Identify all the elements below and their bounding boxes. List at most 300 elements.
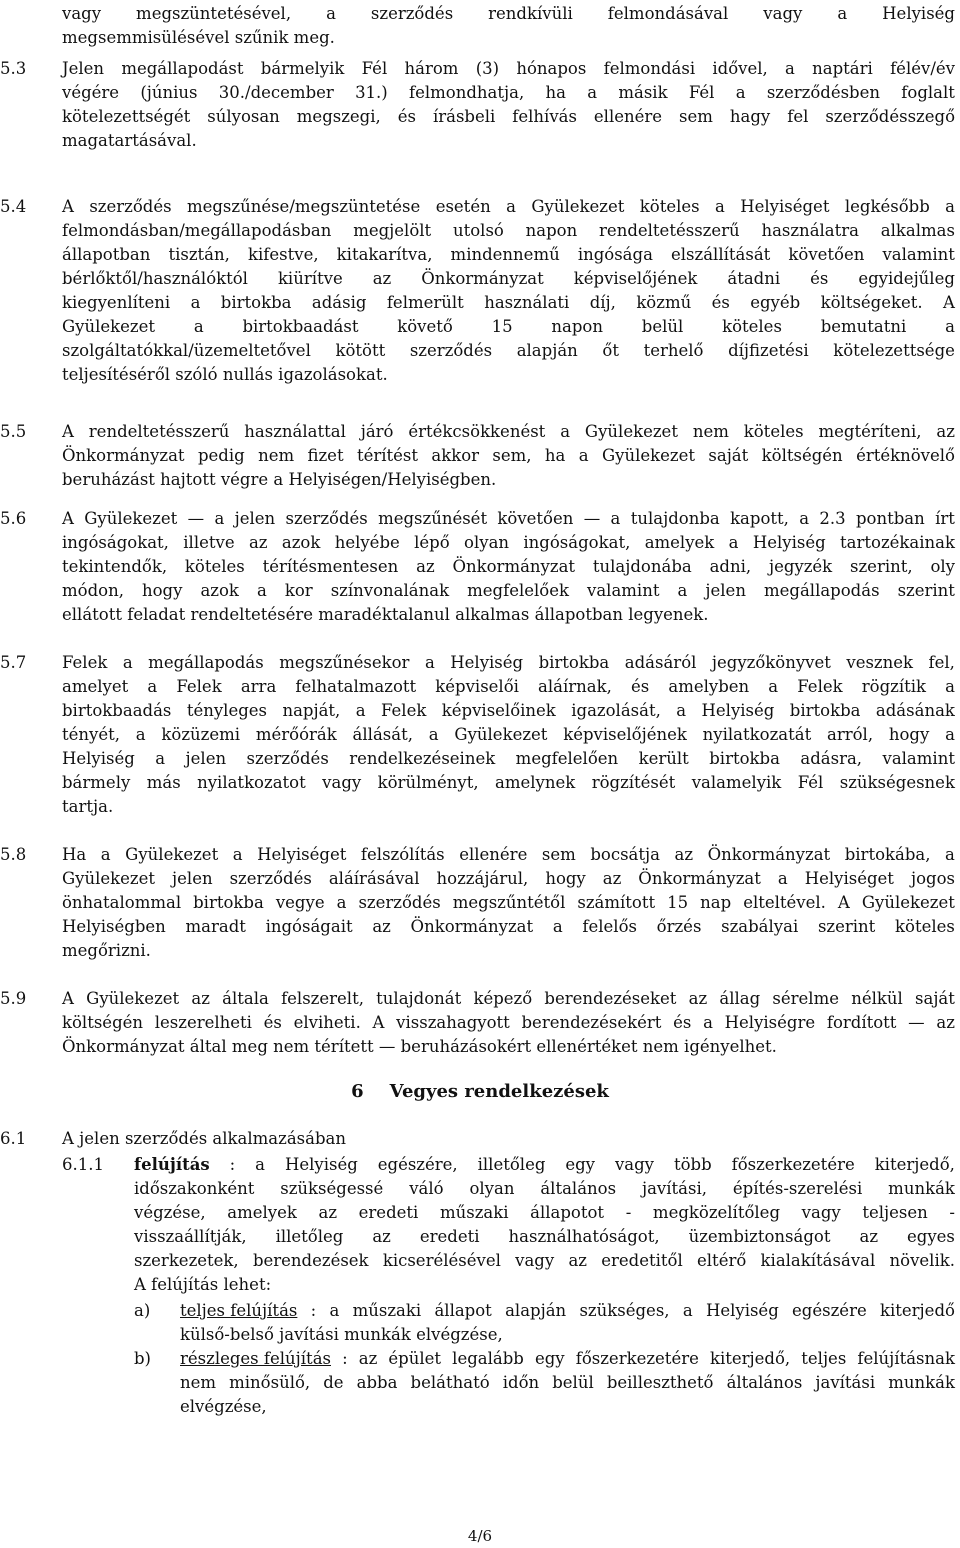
word: Önkormányzat bbox=[62, 446, 185, 465]
word: munkák bbox=[888, 1179, 955, 1198]
word: egyidejűleg bbox=[858, 269, 955, 288]
paragraph-line bbox=[62, 843, 955, 867]
word: sem, bbox=[492, 446, 532, 465]
word: adásáról bbox=[624, 653, 697, 672]
word: vesznek bbox=[846, 653, 914, 672]
word: a bbox=[214, 509, 225, 528]
word: tényét, bbox=[62, 725, 120, 744]
word: az bbox=[372, 917, 391, 936]
word: műszaki bbox=[352, 1301, 422, 1320]
word: az bbox=[318, 1203, 338, 1222]
word: a bbox=[552, 917, 563, 936]
word: díj, bbox=[589, 293, 616, 312]
word: a bbox=[837, 4, 848, 23]
word: köteles bbox=[743, 422, 804, 441]
word: maradt bbox=[185, 917, 246, 936]
word: tisztán, bbox=[168, 245, 230, 264]
word: Gyülekezet bbox=[531, 197, 625, 216]
paragraph-line bbox=[62, 105, 955, 129]
word: használati bbox=[484, 293, 570, 312]
word: kifestve, bbox=[248, 245, 319, 264]
word: Jelen bbox=[62, 59, 105, 78]
word: a bbox=[785, 59, 795, 78]
word: egy bbox=[565, 1155, 595, 1174]
word: a bbox=[256, 581, 267, 600]
word: valamelyik bbox=[691, 773, 782, 792]
word: írt bbox=[935, 509, 955, 528]
word: Helyiséget bbox=[804, 869, 894, 888]
word: rendkívüli bbox=[488, 4, 573, 23]
word: nélkül bbox=[851, 989, 903, 1008]
word: őrzés bbox=[656, 917, 702, 936]
word: kialakításával bbox=[760, 1251, 876, 1270]
heading-number: 6 bbox=[351, 1081, 364, 1102]
word: javítási bbox=[815, 1373, 876, 1392]
word: beilleszthető bbox=[606, 1373, 714, 1392]
word: használatra bbox=[761, 221, 859, 240]
word: vegye bbox=[275, 893, 325, 912]
paragraph-line bbox=[134, 1249, 955, 1273]
word: szerződés bbox=[358, 893, 441, 912]
word: pontban bbox=[855, 509, 925, 528]
word: szükséges, bbox=[579, 1301, 670, 1320]
word: nap bbox=[700, 893, 732, 912]
word: naptári bbox=[812, 59, 873, 78]
word: vagy bbox=[614, 1155, 654, 1174]
word: a bbox=[428, 725, 439, 744]
word: terhelő bbox=[643, 341, 704, 360]
word: oly bbox=[930, 557, 955, 576]
word: az bbox=[191, 989, 210, 1008]
word: váló bbox=[409, 1179, 444, 1198]
word: szerint bbox=[897, 581, 955, 600]
paragraph-line bbox=[62, 219, 955, 243]
word: mérőórák bbox=[255, 725, 337, 744]
word: ha bbox=[544, 446, 566, 465]
word: végére bbox=[62, 83, 120, 102]
word: felhívás bbox=[512, 107, 577, 126]
word: állapot bbox=[434, 1301, 492, 1320]
word: adni, bbox=[709, 557, 752, 576]
word: időszakonként bbox=[134, 1179, 255, 1198]
word: 15 bbox=[491, 317, 513, 336]
word: közüzemi bbox=[161, 725, 241, 744]
word: belül bbox=[552, 1373, 594, 1392]
word: őt bbox=[602, 341, 619, 360]
word: megfelelően bbox=[515, 749, 619, 768]
word: a bbox=[329, 1301, 340, 1320]
word: napon bbox=[525, 221, 578, 240]
word: Gyülekezet bbox=[861, 893, 955, 912]
word: megközelítőleg bbox=[652, 1203, 781, 1222]
word: nem bbox=[258, 446, 295, 465]
word: Helyiség bbox=[62, 749, 135, 768]
word: felmerült bbox=[386, 293, 464, 312]
paragraph-line bbox=[134, 1201, 955, 1225]
word: a bbox=[155, 749, 166, 768]
paragraph-line: ellátott feladat rendeltetésére maradéktalanul alkalmas állapotban legyenek. bbox=[62, 605, 709, 624]
word: a bbox=[682, 1301, 693, 1320]
word: kiterjedő, bbox=[874, 1155, 955, 1174]
word: módon, bbox=[62, 581, 124, 600]
word: fordított bbox=[826, 1013, 897, 1032]
word: napon bbox=[551, 317, 603, 336]
word: illetőleg bbox=[275, 1227, 344, 1246]
word: ingóságokat, bbox=[62, 533, 169, 552]
word: - bbox=[625, 1203, 632, 1222]
word: kitakarítva, bbox=[336, 245, 433, 264]
word: szerkezetek, bbox=[134, 1251, 239, 1270]
word: tényleges bbox=[186, 701, 268, 720]
paragraph-line bbox=[62, 444, 955, 468]
word: tartozékainak bbox=[840, 533, 955, 552]
word: Helyiséget bbox=[740, 197, 830, 216]
word: felújításnak bbox=[857, 1349, 955, 1368]
word: foglalt bbox=[901, 83, 955, 102]
word: pedig bbox=[197, 446, 245, 465]
paragraph-line bbox=[62, 699, 955, 723]
word: aláírnak, bbox=[538, 677, 612, 696]
word: : bbox=[310, 1301, 317, 1320]
word: a bbox=[232, 845, 243, 864]
word: felmondásban/megállapodásban bbox=[62, 221, 332, 240]
word: amelyet bbox=[62, 677, 129, 696]
word: kiterjedő, bbox=[709, 1349, 791, 1368]
section-number: 5.6 bbox=[0, 509, 27, 528]
word: 30./december bbox=[218, 83, 334, 102]
word: sérelme bbox=[772, 989, 839, 1008]
paragraph-line bbox=[62, 2, 955, 26]
word: jelen bbox=[705, 581, 746, 600]
word: amelyek bbox=[644, 533, 715, 552]
paragraph-line bbox=[62, 555, 955, 579]
word: 15 bbox=[667, 893, 689, 912]
section-number: 5.9 bbox=[0, 989, 27, 1008]
word: a bbox=[122, 653, 133, 672]
word: szerint, bbox=[850, 557, 913, 576]
word: a bbox=[945, 317, 955, 336]
word: eredeti bbox=[358, 1203, 419, 1222]
word: köteles bbox=[895, 917, 955, 936]
paragraph-line bbox=[62, 57, 955, 81]
word: fizet bbox=[307, 446, 344, 465]
paragraph-line bbox=[62, 267, 955, 291]
word: sem bbox=[541, 845, 576, 864]
word: felmondásával bbox=[607, 4, 729, 23]
word: kapott, bbox=[730, 509, 789, 528]
word: egészére, bbox=[377, 1155, 458, 1174]
word: átadni bbox=[727, 269, 781, 288]
word: bocsátja bbox=[590, 845, 660, 864]
word: nem bbox=[692, 422, 729, 441]
word: állag bbox=[719, 989, 761, 1008]
word: hogy bbox=[545, 869, 586, 888]
word: szolgáltatókkal/üzemeltetővel bbox=[62, 341, 311, 360]
word: szerződésben bbox=[766, 83, 881, 102]
word: Önkormányzat bbox=[452, 557, 576, 576]
paragraph-line bbox=[62, 1011, 955, 1035]
word: jelen bbox=[172, 869, 213, 888]
word: képviselőjének bbox=[573, 269, 698, 288]
word: díjfizetési bbox=[728, 341, 809, 360]
word: értéknövelő bbox=[856, 446, 955, 465]
word: Helyiség bbox=[701, 701, 775, 720]
word: vagy bbox=[763, 4, 803, 23]
word: a bbox=[768, 677, 779, 696]
word: a bbox=[676, 701, 687, 720]
word: a bbox=[135, 725, 146, 744]
word: javítási, bbox=[641, 1179, 707, 1198]
word: olyan bbox=[464, 533, 510, 552]
word: az bbox=[602, 869, 622, 888]
paragraph-line bbox=[62, 195, 955, 219]
word: kiürítve bbox=[277, 269, 343, 288]
word: színvonalának bbox=[330, 581, 450, 600]
section-number: 5.3 bbox=[0, 59, 27, 78]
word: és bbox=[397, 107, 416, 126]
word: vagy bbox=[801, 1203, 841, 1222]
list-label: a) bbox=[134, 1301, 151, 1320]
word: de bbox=[323, 1373, 344, 1392]
word: követően bbox=[497, 509, 574, 528]
word: aláírásával bbox=[328, 869, 420, 888]
word: körülményt, bbox=[377, 773, 479, 792]
list-item-first-line bbox=[180, 1299, 955, 1323]
word: — bbox=[908, 1013, 925, 1032]
word: Gyülekezet bbox=[86, 989, 180, 1008]
word: Gyülekezet bbox=[84, 509, 178, 528]
word: birtokba bbox=[709, 749, 780, 768]
word: elviheti. bbox=[293, 1013, 361, 1032]
word: másik bbox=[618, 83, 668, 102]
word: a bbox=[193, 317, 204, 336]
word: az bbox=[416, 557, 435, 576]
word: megfelelőek bbox=[467, 581, 569, 600]
word: Felek bbox=[797, 677, 843, 696]
word: teljes bbox=[801, 1349, 847, 1368]
word: felhatalmazott bbox=[295, 677, 417, 696]
word: Helyiség bbox=[284, 1155, 358, 1174]
word: főszerkezetére bbox=[575, 1349, 699, 1368]
word: berendezéseket bbox=[544, 989, 677, 1008]
paragraph-line bbox=[62, 291, 955, 315]
paragraph-line: külső-belső javítási munkák elvégzése, bbox=[180, 1325, 503, 1344]
word: helyébe bbox=[334, 533, 400, 552]
word: kötelezettsége bbox=[833, 341, 955, 360]
word: tulajdonába bbox=[592, 557, 692, 576]
word: szerződés bbox=[246, 749, 329, 768]
paragraph-line bbox=[62, 579, 955, 603]
word: az bbox=[936, 1013, 955, 1032]
paragraph-line bbox=[62, 339, 955, 363]
word: felmondási bbox=[603, 59, 696, 78]
word: : bbox=[342, 1349, 348, 1368]
word: Ha bbox=[62, 845, 87, 864]
word: saját bbox=[915, 989, 955, 1008]
list-item-first-line bbox=[180, 1347, 955, 1371]
word: birtokbaadást bbox=[242, 317, 359, 336]
word: 2.3 bbox=[819, 509, 846, 528]
word: a bbox=[355, 701, 366, 720]
word: szerződés bbox=[285, 509, 368, 528]
word: valamint bbox=[587, 581, 660, 600]
word: megszüntetésével, bbox=[136, 4, 292, 23]
defined-term: felújítás bbox=[134, 1155, 210, 1174]
paragraph-line bbox=[134, 1225, 955, 1249]
word: arra bbox=[240, 677, 277, 696]
word: állását, bbox=[352, 725, 413, 744]
word: rögzítését bbox=[591, 773, 676, 792]
list-term: teljes felújítás bbox=[180, 1301, 298, 1320]
word: ingóságait bbox=[265, 917, 353, 936]
word: elszállítását bbox=[671, 245, 771, 264]
word: belül bbox=[641, 317, 684, 336]
word: időn bbox=[502, 1373, 540, 1392]
word: esetén bbox=[435, 197, 491, 216]
word: műszaki bbox=[439, 1203, 509, 1222]
word: általános bbox=[540, 1179, 617, 1198]
word: A bbox=[62, 509, 74, 528]
word: A bbox=[837, 893, 850, 912]
paragraph-line bbox=[62, 771, 955, 795]
word: azok bbox=[200, 581, 239, 600]
word: — bbox=[583, 509, 601, 528]
word: a bbox=[424, 653, 435, 672]
word: jegyzék bbox=[768, 557, 833, 576]
word: tulajdonát bbox=[376, 989, 462, 1008]
word: birtokba bbox=[538, 653, 610, 672]
word: minősülő, bbox=[229, 1373, 311, 1392]
word: 31.) bbox=[355, 83, 388, 102]
word: a bbox=[735, 83, 746, 102]
word: szerint bbox=[817, 917, 876, 936]
paragraph-line: A felújítás lehet: bbox=[134, 1275, 272, 1294]
word: (3) bbox=[475, 59, 500, 78]
word: idővel, bbox=[712, 59, 768, 78]
word: Felek bbox=[380, 701, 427, 720]
word: megszűnésekor bbox=[279, 653, 410, 672]
word: ha bbox=[545, 83, 566, 102]
word: Önkormányzat bbox=[421, 269, 544, 288]
paragraph-line bbox=[62, 723, 955, 747]
word: Önkormányzat bbox=[707, 845, 831, 864]
paragraph-line: A jelen szerződés alkalmazásában bbox=[62, 1129, 347, 1148]
word: rendeltetésszerű bbox=[599, 221, 740, 240]
word: alkalmas bbox=[880, 221, 955, 240]
word: visszahagyott bbox=[396, 1013, 510, 1032]
word: a bbox=[715, 197, 725, 216]
word: egy bbox=[534, 1349, 565, 1368]
word: : bbox=[229, 1155, 236, 1174]
word: a bbox=[945, 197, 955, 216]
word: megjelölt bbox=[353, 221, 432, 240]
word: számított bbox=[577, 893, 656, 912]
word: Gyülekezet bbox=[62, 869, 156, 888]
word: megállapodás bbox=[763, 581, 880, 600]
word: és bbox=[673, 1013, 692, 1032]
section-number: 5.8 bbox=[0, 845, 27, 864]
word: építés-szerelési bbox=[732, 1179, 863, 1198]
word: birtokba bbox=[193, 893, 264, 912]
word: a bbox=[945, 725, 955, 744]
word: Fél bbox=[688, 83, 715, 102]
word: képviselői bbox=[435, 677, 519, 696]
word: és bbox=[263, 1013, 282, 1032]
word: szerződésszegő bbox=[825, 107, 955, 126]
word: költségeket. bbox=[820, 293, 923, 312]
word: birtokába, bbox=[844, 845, 931, 864]
section-number: 5.7 bbox=[0, 653, 27, 672]
word: elteltével. bbox=[743, 893, 826, 912]
word: olyan bbox=[469, 1179, 515, 1198]
word: nyilatkozatot bbox=[197, 773, 306, 792]
word: arról, bbox=[827, 725, 874, 744]
section-number: 5.5 bbox=[0, 422, 27, 441]
word: abba bbox=[356, 1373, 398, 1392]
word: a bbox=[799, 509, 810, 528]
word: az bbox=[372, 269, 392, 288]
paragraph-line: beruházást hajtott végre a Helyiségen/Helyiségben. bbox=[62, 470, 497, 489]
word: és bbox=[711, 293, 730, 312]
word: az bbox=[936, 422, 955, 441]
word: Helyiség bbox=[752, 533, 826, 552]
paragraph-line bbox=[62, 915, 955, 939]
word: szükségesnek bbox=[839, 773, 955, 792]
word: térítésmentesen bbox=[262, 557, 399, 576]
word: állapotban bbox=[62, 245, 151, 264]
word: köteles bbox=[184, 557, 245, 576]
word: közmű bbox=[636, 293, 692, 312]
word: önhatalommal bbox=[62, 893, 182, 912]
word: szerződés bbox=[409, 341, 493, 360]
word: hagy bbox=[729, 107, 771, 126]
word: felmondhatja, bbox=[409, 83, 525, 102]
word: hogy bbox=[141, 581, 183, 600]
word: alapján bbox=[516, 341, 578, 360]
word: Helyiség bbox=[705, 1301, 779, 1320]
word: használhatóságot, bbox=[508, 1227, 660, 1246]
word: birtokba bbox=[220, 293, 292, 312]
word: rendelkezéseinek bbox=[349, 749, 496, 768]
word: vagy bbox=[322, 773, 362, 792]
word: megtéríteni, bbox=[818, 422, 922, 441]
word: a bbox=[945, 845, 955, 864]
word: valamint bbox=[882, 749, 955, 768]
word: ellenére bbox=[459, 845, 528, 864]
word: teljesen bbox=[862, 1203, 928, 1222]
word: Gyülekezet bbox=[125, 845, 219, 864]
word: képviselőinek bbox=[441, 701, 556, 720]
word: — bbox=[187, 509, 205, 528]
word: több bbox=[673, 1155, 712, 1174]
paragraph-line: megőrizni. bbox=[62, 941, 151, 960]
word: az bbox=[248, 533, 268, 552]
word: a bbox=[677, 581, 688, 600]
word: legalább bbox=[452, 1349, 524, 1368]
word: megszűntétől bbox=[452, 893, 566, 912]
word: berendezésekért bbox=[521, 1013, 662, 1032]
word: tulajdonba bbox=[630, 509, 720, 528]
word: jelen bbox=[234, 509, 276, 528]
word: napját, bbox=[282, 701, 341, 720]
word: A bbox=[62, 197, 74, 216]
word: a bbox=[728, 533, 739, 552]
word: A bbox=[62, 989, 74, 1008]
word: ellenére bbox=[593, 107, 663, 126]
word: köteles bbox=[639, 197, 700, 216]
word: eltérő bbox=[697, 1251, 747, 1270]
paragraph-line: teljesítéséről szóló nullás igazolásokat. bbox=[62, 365, 388, 384]
